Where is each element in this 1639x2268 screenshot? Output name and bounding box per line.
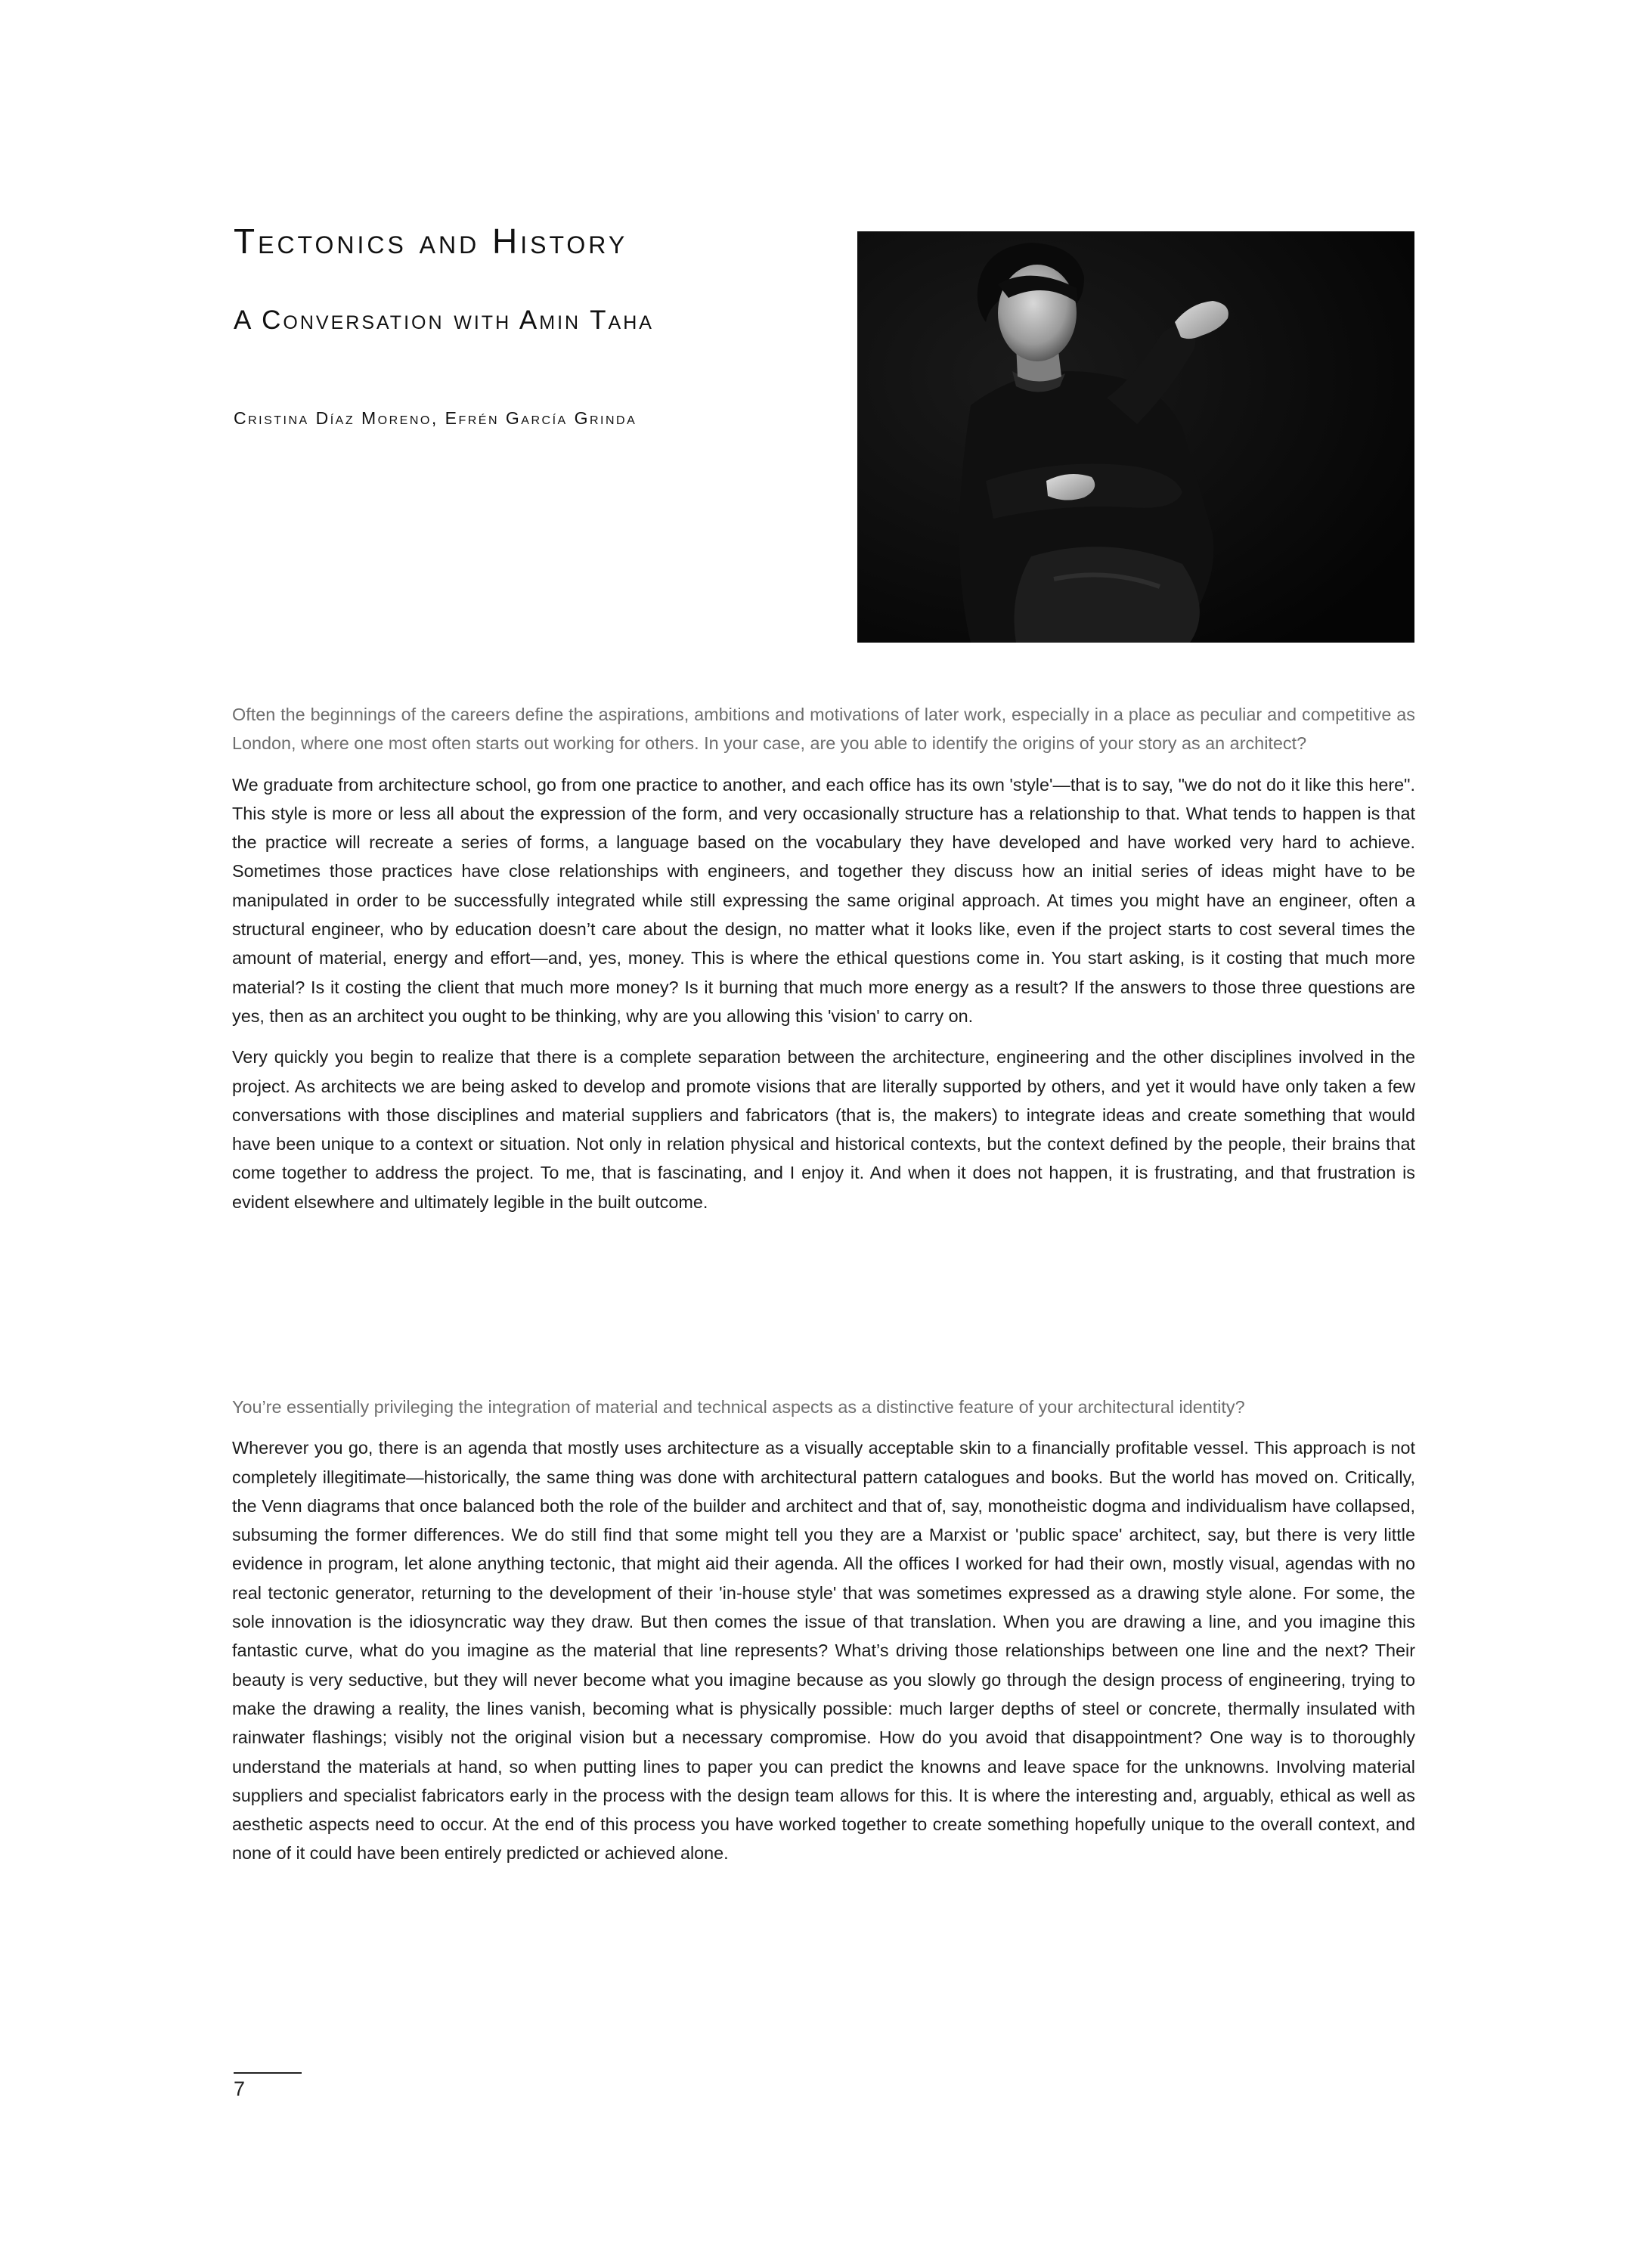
interview-section-2: [232, 1393, 1415, 1868]
answer-1-paragraph-1: We graduate from architecture school, go from one practice to another, and each office has its own 'style'—that is to say, "we do not do it like this here". This style is more or less all about the expression of the form, and very occasionally structure has a relationship to that. What tends to happen is that the practice will recreate a series of forms, a language based on the vocabulary they have developed and have worked very hard to achieve. Sometimes those practices have close relationships with engineers, and together they discuss how an initial series of ideas might have to be manipulated in order to be successfully integrated while still expressing the same original approach. At times you might have an engineer, often a structural engineer, who by education doesn’t care about the design, no matter what it looks like, even if the project starts to cost several times the amount of material, energy and effort—and, yes, money. This is where the ethical questions come in. You start asking, is it costing that much more material? Is it costing the client that much more money? Is it burning that much more energy as a result? If the answers to those three questions are yes, then as an architect you ought to be thinking, why are you allowing this 'vision' to carry on.: [232, 774, 1415, 1026]
question-2: You’re essentially privileging the integration of material and technical aspects as a distinctive feature of your architectural identity?: [232, 1397, 1245, 1417]
footer-rule: [234, 2072, 302, 2074]
article-authors: Cristina Díaz Moreno, Efrén García Grinda: [234, 408, 637, 428]
answer-2-paragraph-1: Wherever you go, there is an agenda that mostly uses architecture as a visually acceptable skin to a financially profitable vessel. This approach is not completely illegitimate—historically, the same thing was done with architectural pattern catalogues and books. But the world has moved on. Critically, the Venn diagrams that once balanced both the role of the builder and architect and that of, say, monotheistic dogma and individualism have collapsed, subsuming the former differences. We do still find that some might tell you they are a Marxist or 'public space' architect, say, but there is very little evidence in program, let alone anything tectonic, that might aid their agenda. All the offices I worked for had their own, mostly visual, agendas with no real tectonic generator, returning to the development of their 'in-house style' that was sometimes expressed as a drawing style alone. For some, the sole innovation is the idiosyncratic way they draw. But then comes the issue of that translation. When you are drawing a line, and you imagine this fantastic curve, what do you imagine as the material that line represents? What’s driving those relationships between one line and the next? Their beauty is very seductive, but they will never become what you imagine because as you slowly go through the design process of engineering, trying to make the drawing a reality, the lines vanish, becoming what is physically possible: much larger depths of steel or concrete, thermally insulated with rainwater flashings; visibly not the original vision but a necessary compromise. How do you avoid that disappointment? One way is to thoroughly understand the materials at hand, so when putting lines to paper you can predict the knowns and leave space for the unknowns. Involving material suppliers and specialist fabricators early in the process with the design team allows for this. It is where the interesting and, arguably, ethical as well as aesthetic aspects need to occur. At the end of this process you have worked together to create something hopefully unique to the overall context, and none of it could have been entirely predicted or achieved alone.: [232, 1438, 1415, 1864]
page-number: 7: [234, 2077, 246, 2100]
article-title: Tectonics and History: [234, 222, 628, 261]
answer-1-paragraph-2: Very quickly you begin to realize that there is a complete separation between the architecture, engineering and the other disciplines involved in the project. As architects we are being asked to develop and promote visions that are literally supported by others, and yet it would have only taken a few conversations with those disciplines and material suppliers and fabricators (that is, the makers) to integrate ideas and create something that would have been unique to a context or situation. Not only in relation physical and historical contexts, but the context defined by the people, their brains that come together to address the project. To me, that is fascinating, and I enjoy it. And when it does not happen, it is frustrating, and that frustration is evident elsewhere and ultimately legible in the built outcome.: [232, 1047, 1415, 1212]
article-subtitle: A Conversation with Amin Taha: [234, 305, 654, 335]
question-1: Often the beginnings of the careers define the aspirations, ambitions and motivations of later work, especially in a place as peculiar and competitive as London, where one most often starts out working for others. In your case, are you able to identify the origins of your story as an architect?: [232, 705, 1415, 754]
portrait-photo-illustration: [857, 231, 1414, 643]
interview-section-1: [232, 700, 1415, 1216]
portrait-photo: [857, 231, 1414, 643]
